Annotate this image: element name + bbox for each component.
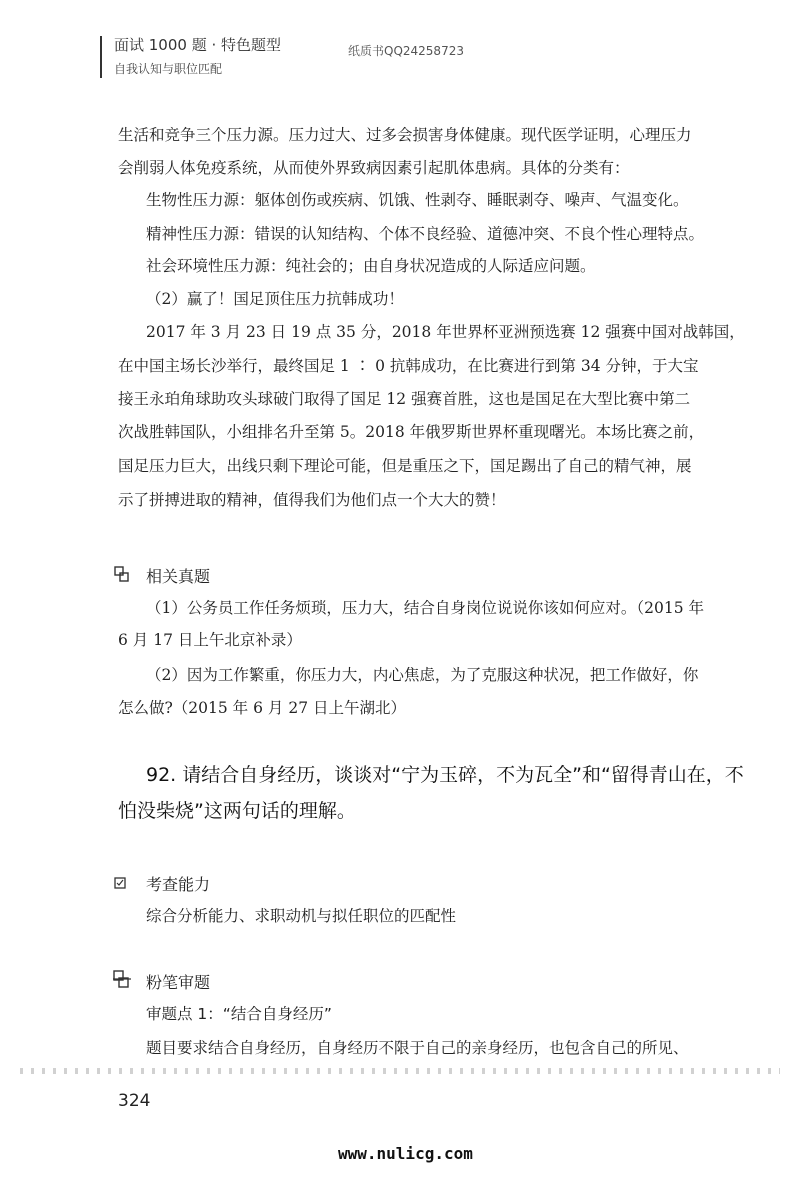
review-point: 审题点 1：“结合自身经历” [146,1005,332,1023]
related-question-line: （1）公务员工作任务烦琐，压力大，结合自身岗位说说你该如何应对。（2015 年 [146,599,704,617]
footer-url: www.nulicg.com [338,1144,473,1163]
header-title: 面试 1000 题 · 特色题型 [114,36,282,54]
body-line: 会削弱人体免疫系统，从而使外界致病因素引起肌体患病。具体的分类有： [118,159,630,177]
related-questions-heading: 相关真题 [146,567,211,586]
question-title-cont: 怕没柴烧”这两句话的理解。 [118,800,356,822]
body-line: 2017 年 3 月 23 日 19 点 35 分，2018 年世界杯亚洲预选赛 12 强赛中国对战韩国， [146,323,745,341]
header-subtitle: 自我认知与职位匹配 [114,62,223,76]
review-icon [112,969,132,989]
related-questions-icon [114,566,130,582]
body-line: 精神性压力源：错误的认知结构、个体不良经验、道德冲突、不良个性心理特点。 [146,225,705,243]
header-rule [100,36,102,78]
page-cut-line [20,1068,780,1074]
question-title: 92. 请结合自身经历，谈谈对“宁为玉碎，不为瓦全”和“留得青山在，不 [146,764,744,786]
page-number: 324 [118,1091,151,1111]
related-question-line: （2）因为工作繁重，你压力大，内心焦虑，为了克服这种状况，把工作做好，你 [146,666,699,684]
watermark-text: 纸质书QQ24258723 [348,44,464,58]
body-line: 生物性压力源：躯体创伤或疾病、饥饿、性剥夺、睡眠剥夺、噪声、气温变化。 [146,191,689,209]
body-line: 接王永珀角球助攻头球破门取得了国足 12 强赛首胜，这也是国足在大型比赛中第二 [118,390,691,408]
ability-heading: 考查能力 [146,875,211,894]
body-line: 生活和竞争三个压力源。压力过大、过多会损害身体健康。现代医学证明，心理压力 [118,126,692,144]
body-line: 社会环境性压力源：纯社会的；由自身状况造成的人际适应问题。 [146,257,596,275]
subsection-title: （2）赢了！国足顶住压力抗韩成功！ [146,290,404,308]
body-line: 次战胜韩国队，小组排名升至第 5。2018 年俄罗斯世界杯重现曙光。本场比赛之前， [118,423,705,441]
body-line: 在中国主场长沙举行，最终国足 1 ∶ 0 抗韩成功，在比赛进行到第 34 分钟，于大宝 [118,357,699,375]
body-line: 国足压力巨大，出线只剩下理论可能，但是重压之下，国足踢出了自己的精气神，展 [118,457,692,475]
review-heading: 粉笔审题 [146,973,211,992]
review-text: 题目要求结合自身经历，自身经历不限于自己的亲身经历，也包含自己的所见、 [146,1039,689,1057]
ability-text: 综合分析能力、求职动机与拟任职位的匹配性 [146,907,457,925]
related-question-line: 怎么做?（2015 年 6 月 27 日上午湖北） [118,699,406,717]
body-line: 示了拼搏进取的精神，值得我们为他们点一个大大的赞！ [118,491,506,509]
related-question-line: 6 月 17 日上午北京补录） [118,631,302,649]
ability-icon [114,877,126,889]
